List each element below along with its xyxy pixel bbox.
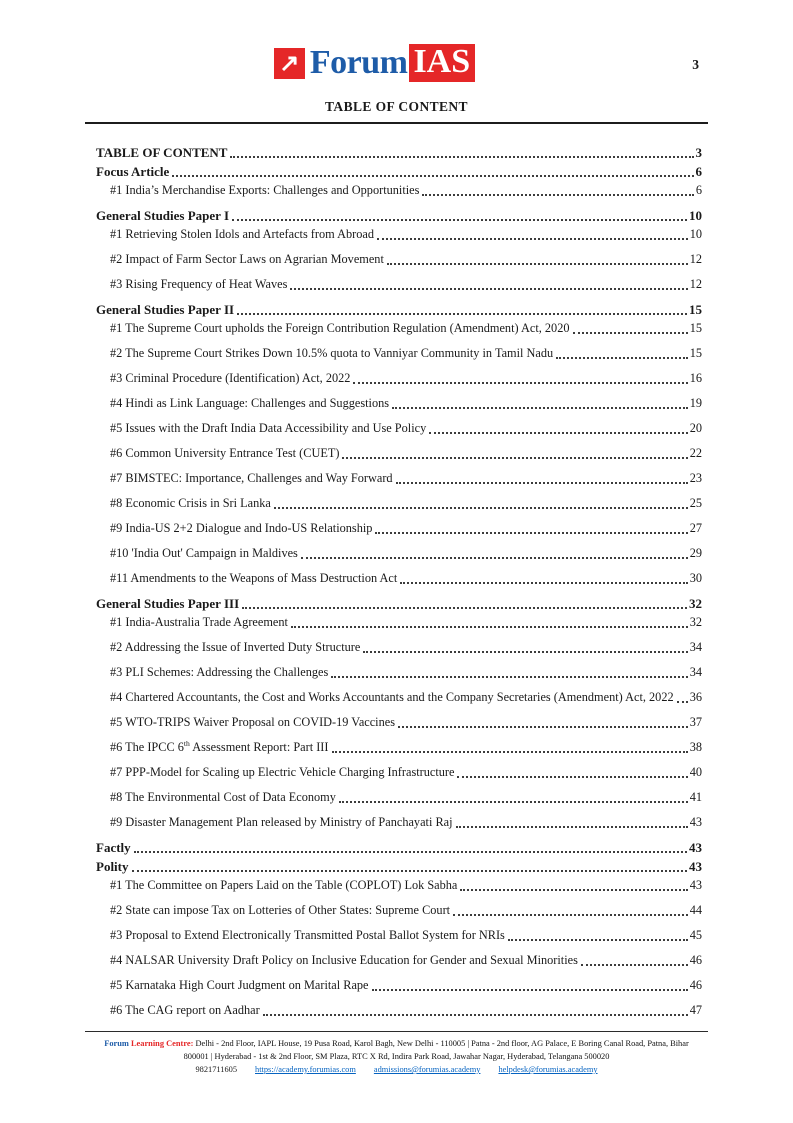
toc-entry[interactable]: [96, 319, 702, 338]
toc-leader-dots: [353, 382, 687, 384]
toc-leader-dots: [556, 357, 688, 359]
toc-page-number: 25: [689, 496, 702, 510]
toc-entry[interactable]: [96, 250, 702, 269]
toc-leader-dots: [398, 726, 688, 728]
footer-rule: [85, 1031, 708, 1032]
toc-entry-label: General Studies Paper III: [96, 596, 240, 611]
toc-entry[interactable]: [96, 225, 702, 244]
toc-entry[interactable]: [96, 369, 702, 388]
logo-arrow-icon: ↗: [274, 48, 305, 79]
toc-leader-dots: [392, 407, 688, 409]
toc-entry-label: #4 Hindi as Link Language: Challenges and Suggestions: [110, 396, 390, 410]
toc-leader-dots: [453, 914, 688, 916]
toc-entry-label: #7 PPP-Model for Scaling up Electric Vehicle Charging Infrastructure: [110, 765, 455, 779]
toc-leader-dots: [456, 826, 688, 828]
toc-leader-dots: [372, 989, 688, 991]
toc-entry-label: #2 Impact of Farm Sector Laws on Agrarian Movement: [110, 252, 384, 266]
toc-entry-label: #3 Criminal Procedure (Identification) Act, 2022: [110, 371, 351, 385]
toc-leader-dots: [172, 175, 693, 177]
toc-page-number: 41: [689, 790, 702, 804]
toc-entry-label: TABLE OF CONTENT: [96, 145, 228, 160]
toc-page-number: 3: [695, 145, 702, 160]
toc-entry-label: #10 'India Out' Campaign in Maldives: [110, 546, 298, 560]
toc-leader-dots: [508, 939, 688, 941]
footer-link[interactable]: https://academy.forumias.com: [255, 1065, 356, 1074]
toc-entry[interactable]: [96, 594, 702, 613]
toc-leader-dots: [242, 607, 687, 609]
toc-page-number: 10: [689, 227, 702, 241]
toc-entry[interactable]: [96, 419, 702, 438]
toc-entry[interactable]: [96, 688, 702, 707]
document-title: TABLE OF CONTENT: [325, 99, 468, 114]
toc-entry[interactable]: [96, 613, 702, 632]
toc-page-number: 44: [689, 903, 702, 917]
footer-brand-learning-centre: Learning Centre:: [128, 1039, 194, 1048]
toc-leader-dots: [290, 288, 687, 290]
toc-page-number: 22: [689, 446, 702, 460]
toc-page-number: 10: [689, 208, 702, 223]
toc-page-number: 12: [689, 277, 702, 291]
toc-entry-label: General Studies Paper I: [96, 208, 230, 223]
toc-page-number: 27: [689, 521, 702, 535]
footer-phone: 9821711605: [195, 1065, 238, 1074]
toc-entry-label: #3 Proposal to Extend Electronically Transmitted Postal Ballot System for NRIs: [110, 928, 505, 942]
toc-entry[interactable]: [96, 926, 702, 945]
toc-leader-dots: [422, 194, 693, 196]
toc-page-number: 46: [689, 953, 702, 967]
toc-page-number: 36: [689, 690, 702, 704]
toc-page-number: 29: [689, 546, 702, 560]
toc-entry[interactable]: [96, 838, 702, 857]
toc-entry-label: #4 Chartered Accountants, the Cost and Works Accountants and the Company Secretaries (Amendment) Act, 2022: [110, 690, 674, 704]
toc-page-number: 6: [695, 183, 702, 197]
toc-entry[interactable]: [96, 857, 702, 876]
toc-entry-label: #8 Economic Crisis in Sri Lanka: [110, 496, 271, 510]
toc-entry[interactable]: [96, 181, 702, 200]
toc-leader-dots: [429, 432, 687, 434]
toc-entry[interactable]: [96, 394, 702, 413]
toc-entry[interactable]: [96, 901, 702, 920]
page-number: 3: [692, 57, 699, 72]
footer-contacts: [85, 1063, 708, 1076]
toc-entry[interactable]: [96, 494, 702, 513]
toc-entry-label: #1 Retrieving Stolen Idols and Artefacts from Abroad: [110, 227, 374, 241]
toc-entry-label: #3 Rising Frequency of Heat Waves: [110, 277, 288, 291]
toc-page-number: 40: [689, 765, 702, 779]
toc-leader-dots: [387, 263, 688, 265]
toc-entry-label: #7 BIMSTEC: Importance, Challenges and Way Forward: [110, 471, 393, 485]
toc-list: [85, 143, 708, 1020]
toc-entry[interactable]: [96, 788, 702, 807]
toc-leader-dots: [331, 676, 687, 678]
toc-entry-label: #1 The Committee on Papers Laid on the Table (COPLOT) Lok Sabha: [110, 878, 458, 892]
toc-entry-label: #1 The Supreme Court upholds the Foreign Contribution Regulation (Amendment) Act, 2020: [110, 321, 570, 335]
toc-entry-label: #3 PLI Schemes: Addressing the Challenges: [110, 665, 329, 679]
toc-entry-label: Factly: [96, 840, 131, 855]
toc-entry-label: Focus Article: [96, 164, 170, 179]
toc-entry-label: #9 India-US 2+2 Dialogue and Indo-US Relationship: [110, 521, 373, 535]
toc-page-number: 37: [689, 715, 702, 729]
toc-entry[interactable]: [96, 738, 702, 757]
toc-leader-dots: [237, 313, 687, 315]
toc-entry[interactable]: [96, 206, 702, 225]
toc-entry-label: Polity: [96, 859, 129, 874]
toc-entry-label: #5 Karnataka High Court Judgment on Marital Rape: [110, 978, 369, 992]
toc-leader-dots: [301, 557, 688, 559]
toc-page-number: 16: [689, 371, 702, 385]
toc-entry[interactable]: [96, 638, 702, 657]
toc-entry-label: #9 Disaster Management Plan released by Ministry of Panchayati Raj: [110, 815, 453, 829]
toc-page-number: 15: [689, 302, 702, 317]
toc-entry-label: #2 Addressing the Issue of Inverted Duty Structure: [110, 640, 361, 654]
toc-entry[interactable]: [96, 876, 702, 895]
toc-leader-dots: [677, 701, 688, 703]
toc-entry[interactable]: [96, 976, 702, 995]
toc-leader-dots: [134, 851, 687, 853]
toc-entry[interactable]: [96, 469, 702, 488]
toc-entry-label: #6 The CAG report on Aadhar: [110, 1003, 260, 1017]
header-rule: [85, 122, 708, 124]
toc-entry-label: #2 State can impose Tax on Lotteries of Other States: Supreme Court: [110, 903, 451, 917]
toc-entry[interactable]: [96, 143, 702, 162]
toc-page-number: 19: [689, 396, 702, 410]
toc-page-number: 46: [689, 978, 702, 992]
toc-page-number: 34: [689, 640, 702, 654]
toc-entry[interactable]: [96, 544, 702, 563]
toc-page-number: 20: [689, 421, 702, 435]
toc-entry[interactable]: [96, 569, 702, 588]
toc-entry[interactable]: [96, 275, 702, 294]
forumias-logo: [0, 44, 771, 82]
toc-page-number: 47: [689, 1003, 702, 1017]
toc-entry[interactable]: [96, 519, 702, 538]
toc-leader-dots: [377, 238, 688, 240]
toc-page-number: 15: [689, 321, 702, 335]
toc-page-number: 6: [695, 164, 702, 179]
toc-leader-dots: [232, 219, 687, 221]
toc-entry-label: #2 The Supreme Court Strikes Down 10.5% quota to Vanniyar Community in Tamil Nadu: [110, 346, 554, 360]
toc-page-number: 32: [689, 615, 702, 629]
toc-page-number: 43: [689, 815, 702, 829]
toc-entry-label: #5 WTO-TRIPS Waiver Proposal on COVID-19 Vaccines: [110, 715, 395, 729]
footer-link[interactable]: helpdesk@forumias.academy: [498, 1065, 598, 1074]
logo-forum-text: Forum: [309, 44, 408, 81]
toc-page-number: 23: [689, 471, 702, 485]
toc-entry-label: #5 Issues with the Draft India Data Accessibility and Use Policy: [110, 421, 427, 435]
toc-entry[interactable]: [96, 763, 702, 782]
toc-page-number: 32: [689, 596, 702, 611]
toc-leader-dots: [581, 964, 688, 966]
toc-page-number: 15: [689, 346, 702, 360]
logo-ias-text: IAS: [409, 44, 475, 82]
toc-leader-dots: [400, 582, 687, 584]
toc-leader-dots: [132, 870, 688, 872]
toc-page-number: 30: [689, 571, 702, 585]
toc-entry[interactable]: [96, 663, 702, 682]
toc-leader-dots: [460, 889, 687, 891]
toc-leader-dots: [339, 801, 688, 803]
footer: [85, 1031, 708, 1076]
toc-page-number: 12: [689, 252, 702, 266]
toc-entry-label: General Studies Paper II: [96, 302, 235, 317]
toc-entry-label: #6 The IPCC 6th Assessment Report: Part III: [110, 738, 329, 754]
toc-entry[interactable]: [96, 951, 702, 970]
toc-page-number: 43: [689, 878, 702, 892]
footer-address-text: Delhi - 2nd Floor, IAPL House, 19 Pusa Road, Karol Bagh, New Delhi - 110005 | Patna - 2nd floor, AG Palace, E Boring Canal Road, Patna, Bihar 800001 | Hyderabad - 1st & 2nd Floor, SM Plaza, RTC X Rd, Indira Park Road, Jawahar Nagar, Hyderabad, Telangana 500020: [183, 1039, 689, 1061]
toc-page-number: 45: [689, 928, 702, 942]
toc-leader-dots: [291, 626, 688, 628]
toc-entry-label: #8 The Environmental Cost of Data Economy: [110, 790, 336, 804]
toc-entry[interactable]: [96, 813, 702, 832]
toc-entry-label: #11 Amendments to the Weapons of Mass Destruction Act: [110, 571, 398, 585]
toc-leader-dots: [342, 457, 687, 459]
toc-page-number: 43: [689, 859, 702, 874]
toc-entry-label: #1 India’s Merchandise Exports: Challenges and Opportunities: [110, 183, 420, 197]
toc-entry[interactable]: [96, 344, 702, 363]
toc-page-number: 43: [689, 840, 702, 855]
toc-entry-label: #4 NALSAR University Draft Policy on Inclusive Education for Gender and Sexual Minorities: [110, 953, 578, 967]
toc-page-number: 34: [689, 665, 702, 679]
toc-entry-label: #1 India-Australia Trade Agreement: [110, 615, 288, 629]
toc-leader-dots: [457, 776, 687, 778]
toc-entry[interactable]: [96, 162, 702, 181]
toc-leader-dots: [263, 1014, 688, 1016]
toc-leader-dots: [274, 507, 688, 509]
toc-entry[interactable]: [96, 1001, 702, 1020]
toc-leader-dots: [363, 651, 687, 653]
toc-entry[interactable]: [96, 300, 702, 319]
footer-link[interactable]: admissions@forumias.academy: [373, 1065, 481, 1074]
toc-leader-dots: [375, 532, 687, 534]
footer-brand-forum: Forum: [104, 1039, 129, 1048]
toc-entry[interactable]: [96, 713, 702, 732]
toc-page-number: 38: [689, 740, 702, 754]
toc-entry-label: #6 Common University Entrance Test (CUET): [110, 446, 340, 460]
toc-leader-dots: [396, 482, 688, 484]
toc-leader-dots: [332, 751, 688, 753]
footer-address: [93, 1037, 700, 1063]
toc-leader-dots: [230, 156, 693, 158]
toc-entry[interactable]: [96, 444, 702, 463]
toc-leader-dots: [573, 332, 688, 334]
